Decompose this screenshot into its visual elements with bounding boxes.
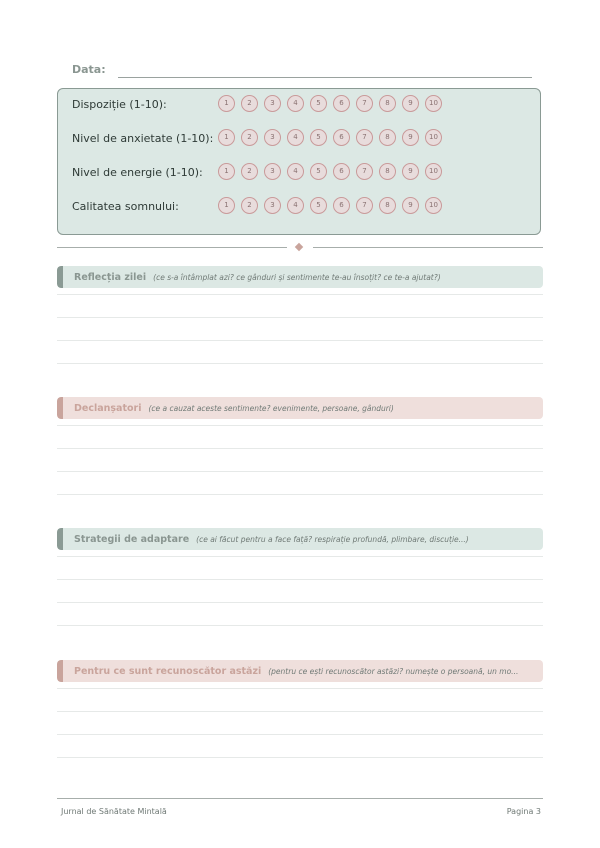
rating-circle[interactable]: 1 <box>218 95 235 112</box>
rating-circle[interactable]: 7 <box>356 129 373 146</box>
rating-circle[interactable]: 9 <box>402 197 419 214</box>
rating-circle[interactable]: 6 <box>333 95 350 112</box>
section-title: Reflecția zilei <box>74 271 147 283</box>
page-footer <box>57 798 543 816</box>
rating-circle[interactable]: 4 <box>287 163 304 180</box>
writing-line[interactable] <box>57 556 543 557</box>
rating-circle[interactable]: 6 <box>333 197 350 214</box>
section-accent-bar <box>57 660 63 682</box>
scale-label: Dispoziție (1-10): <box>72 98 167 111</box>
section-gratitude <box>57 660 543 682</box>
writing-line[interactable] <box>57 757 543 758</box>
rating-circle[interactable]: 2 <box>241 197 258 214</box>
rating-circles <box>218 95 448 112</box>
rating-circle[interactable]: 1 <box>218 129 235 146</box>
section-accent-bar <box>57 266 63 288</box>
scale-label: Nivel de anxietate (1-10): <box>72 132 214 145</box>
rating-circle[interactable]: 4 <box>287 95 304 112</box>
section-title: Strategii de adaptare <box>74 533 190 545</box>
rating-circle[interactable]: 6 <box>333 163 350 180</box>
scale-label: Calitatea somnului: <box>72 200 179 213</box>
rating-circle[interactable]: 9 <box>402 163 419 180</box>
writing-line[interactable] <box>57 494 543 495</box>
section-hint: (pentru ce ești recunoscător astăzi? numește o persoană, un mo... <box>268 666 519 676</box>
rating-circle[interactable]: 4 <box>287 129 304 146</box>
rating-circles <box>218 129 448 146</box>
rating-circle[interactable]: 8 <box>379 129 396 146</box>
section-title: Declanșatori <box>74 402 142 414</box>
rating-circle[interactable]: 7 <box>356 197 373 214</box>
section-header <box>57 266 543 288</box>
journal-title: Jurnal de Sănătate Mintală <box>61 807 167 816</box>
rating-circle[interactable]: 2 <box>241 95 258 112</box>
rating-circle[interactable]: 10 <box>425 163 442 180</box>
diamond-ornament-icon <box>295 243 303 251</box>
rating-circle[interactable]: 1 <box>218 163 235 180</box>
rating-circle[interactable]: 10 <box>425 95 442 112</box>
scale-row-anxiety <box>72 129 532 149</box>
section-header <box>57 528 543 550</box>
date-input-line[interactable] <box>118 77 532 78</box>
rating-circle[interactable]: 8 <box>379 197 396 214</box>
writing-line[interactable] <box>57 688 543 689</box>
scale-row-sleep <box>72 197 532 217</box>
section-coping-strategies <box>57 528 543 550</box>
rating-circle[interactable]: 9 <box>402 129 419 146</box>
section-header <box>57 660 543 682</box>
section-triggers <box>57 397 543 419</box>
date-label: Data: <box>72 63 106 76</box>
rating-circle[interactable]: 7 <box>356 95 373 112</box>
rating-circles <box>218 197 448 214</box>
rating-circle[interactable]: 5 <box>310 95 327 112</box>
rating-circle[interactable]: 7 <box>356 163 373 180</box>
writing-line[interactable] <box>57 471 543 472</box>
writing-line[interactable] <box>57 425 543 426</box>
rating-circle[interactable]: 1 <box>218 197 235 214</box>
writing-line[interactable] <box>57 340 543 341</box>
rating-circle[interactable]: 5 <box>310 129 327 146</box>
writing-line[interactable] <box>57 317 543 318</box>
section-hint: (ce ai făcut pentru a face față? respirație profundă, plimbare, discuție...) <box>196 534 469 544</box>
rating-circle[interactable]: 9 <box>402 95 419 112</box>
section-daily-reflection <box>57 266 543 288</box>
divider-line <box>313 247 543 248</box>
rating-circle[interactable]: 10 <box>425 197 442 214</box>
section-accent-bar <box>57 528 63 550</box>
rating-circle[interactable]: 3 <box>264 129 281 146</box>
scale-row-energy <box>72 163 532 183</box>
rating-circle[interactable]: 5 <box>310 163 327 180</box>
writing-line[interactable] <box>57 448 543 449</box>
rating-circle[interactable]: 6 <box>333 129 350 146</box>
section-header <box>57 397 543 419</box>
rating-circle[interactable]: 2 <box>241 163 258 180</box>
writing-line[interactable] <box>57 625 543 626</box>
date-row <box>72 60 532 80</box>
section-title: Pentru ce sunt recunoscător astăzi <box>74 665 262 677</box>
rating-circle[interactable]: 4 <box>287 197 304 214</box>
rating-circle[interactable]: 8 <box>379 163 396 180</box>
writing-line[interactable] <box>57 734 543 735</box>
rating-circles <box>218 163 448 180</box>
rating-circle[interactable]: 5 <box>310 197 327 214</box>
scale-label: Nivel de energie (1-10): <box>72 166 203 179</box>
rating-circle[interactable]: 2 <box>241 129 258 146</box>
writing-line[interactable] <box>57 363 543 364</box>
writing-line[interactable] <box>57 602 543 603</box>
section-accent-bar <box>57 397 63 419</box>
rating-circle[interactable]: 8 <box>379 95 396 112</box>
rating-circle[interactable]: 3 <box>264 163 281 180</box>
writing-line[interactable] <box>57 294 543 295</box>
section-hint: (ce a cauzat aceste sentimente? evenimente, persoane, gânduri) <box>148 403 394 413</box>
rating-circle[interactable]: 3 <box>264 197 281 214</box>
page-number: Pagina 3 <box>506 807 541 816</box>
mood-tracker-box <box>57 88 541 235</box>
writing-line[interactable] <box>57 711 543 712</box>
rating-circle[interactable]: 10 <box>425 129 442 146</box>
section-hint: (ce s-a întâmplat azi? ce gânduri și sentimente te-au însoțit? ce te-a ajutat?) <box>153 272 441 282</box>
section-divider <box>57 243 543 253</box>
divider-line <box>57 247 287 248</box>
writing-line[interactable] <box>57 579 543 580</box>
rating-circle[interactable]: 3 <box>264 95 281 112</box>
scale-row-mood <box>72 95 532 115</box>
